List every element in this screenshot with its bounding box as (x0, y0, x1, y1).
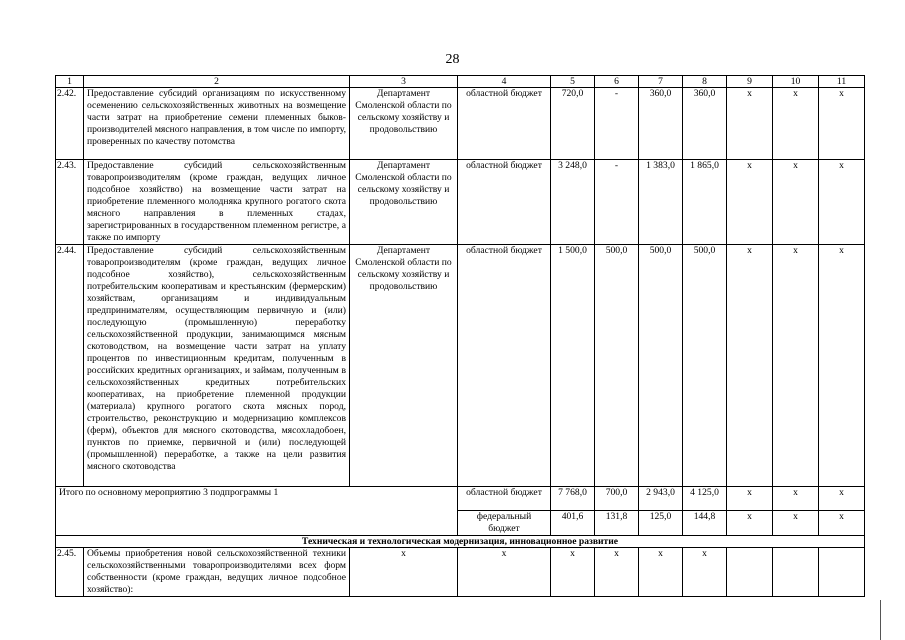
indicator-col-9: x (727, 245, 773, 487)
total-col-6: 700,0 (595, 487, 639, 511)
col-header-3: 3 (350, 76, 458, 88)
col-header-5: 5 (551, 76, 595, 88)
cell-col-5: x (551, 548, 595, 597)
budget-table-container (55, 75, 865, 597)
measure-description: Предоставление субсидий сельскохозяйственным товаропроизводителям (кроме граждан, ведущих личное подсобное хозяйство), сельскохозяйственным потребительским кооперативам и крестьянским (фермерским) хозяйствам, организациям и индивидуальным предпринимателям, осуществляющим первичную и (или) последующую (промышленную) переработку сельскохозяйственной продукции, занимающимся мясным скотоводством, на возмещение части затрат на уплату процентов по инвестиционным кредитам, полученным в российских кредитных организациях, и займам, полученным в сельскохозяйственных кредитных потребительских кооперативах, на приобретение племенной продукции (материала) крупного рогатого скота мясных пород, строительство, реконструкцию и модернизацию комплексов (ферм), объектов для мясного скотоводства, мясохладобоен, пунктов по приемке, первичной и (или) последующей (промышленной) переработке, а также на цели развития мясного скотоводства (84, 245, 350, 487)
amount-col-7: 360,0 (639, 88, 683, 160)
col-header-4: 4 (458, 76, 551, 88)
budget-table (55, 75, 865, 597)
cell-col-4: x (458, 548, 551, 597)
total-col-10: x (773, 487, 819, 511)
responsible-department: Департамент Смоленской области по сельскому хозяйству и продовольствию (350, 88, 458, 160)
measure-description: Объемы приобретения новой сельскохозяйственной техники сельскохозяйственными товаропроизводителями всех форм собственности (кроме граждан, ведущих личное подсобное хозяйство): (84, 548, 350, 597)
col-header-7: 7 (639, 76, 683, 88)
amount-total: 3 248,0 (551, 160, 595, 245)
indicator-col-11: x (819, 245, 865, 487)
scan-edge-line (880, 600, 881, 640)
total-col-8: 4 125,0 (683, 487, 727, 511)
total-col-9: x (727, 511, 773, 536)
total-funding-source: областной бюджет (458, 487, 551, 511)
cell-col-9 (727, 548, 773, 597)
amount-col-6: - (595, 88, 639, 160)
row-number: 2.42. (56, 88, 84, 160)
table-row (56, 548, 865, 597)
indicator-col-10: x (773, 88, 819, 160)
cell-col-3: x (350, 548, 458, 597)
section-title: Техническая и технологическая модернизация, инновационное развитие (56, 536, 865, 548)
total-col-9: x (727, 487, 773, 511)
total-col-7: 2 943,0 (639, 487, 683, 511)
section-header-row (56, 536, 865, 548)
amount-col-8: 1 865,0 (683, 160, 727, 245)
col-header-2: 2 (84, 76, 350, 88)
indicator-col-9: x (727, 160, 773, 245)
table-row (56, 160, 865, 245)
cell-col-6: x (595, 548, 639, 597)
total-col-11: x (819, 487, 865, 511)
total-label: Итого по основному мероприятию 3 подпрограммы 1 (56, 487, 458, 536)
col-header-9: 9 (727, 76, 773, 88)
total-amount: 7 768,0 (551, 487, 595, 511)
amount-col-7: 500,0 (639, 245, 683, 487)
row-number: 2.45. (56, 548, 84, 597)
row-number: 2.43. (56, 160, 84, 245)
col-header-11: 11 (819, 76, 865, 88)
total-funding-source: федеральный бюджет (458, 511, 551, 536)
indicator-col-9: x (727, 88, 773, 160)
cell-col-7: x (639, 548, 683, 597)
amount-col-8: 500,0 (683, 245, 727, 487)
total-col-11: x (819, 511, 865, 536)
indicator-col-11: x (819, 88, 865, 160)
funding-source: областной бюджет (458, 160, 551, 245)
total-col-6: 131,8 (595, 511, 639, 536)
col-header-6: 6 (595, 76, 639, 88)
indicator-col-11: x (819, 160, 865, 245)
total-row-regional (56, 487, 865, 511)
measure-description: Предоставление субсидий организациям по искусственному осеменению сельскохозяйственных животных на возмещение части затрат на приобретение семени племенных быков-производителей мясного направления, в том числе по импорту, проверенных по качеству потомства (84, 88, 350, 160)
total-col-8: 144,8 (683, 511, 727, 536)
column-number-row (56, 76, 865, 88)
page-number: 28 (445, 52, 460, 67)
col-header-1: 1 (56, 76, 84, 88)
table-row (56, 88, 865, 160)
total-col-10: x (773, 511, 819, 536)
responsible-department: Департамент Смоленской области по сельскому хозяйству и продовольствию (350, 245, 458, 487)
row-number: 2.44. (56, 245, 84, 487)
cell-col-11 (819, 548, 865, 597)
indicator-col-10: x (773, 160, 819, 245)
amount-col-6: - (595, 160, 639, 245)
indicator-col-10: x (773, 245, 819, 487)
amount-col-6: 500,0 (595, 245, 639, 487)
cell-col-8: x (683, 548, 727, 597)
amount-col-7: 1 383,0 (639, 160, 683, 245)
total-amount: 401,6 (551, 511, 595, 536)
table-row (56, 245, 865, 487)
col-header-8: 8 (683, 76, 727, 88)
amount-total: 1 500,0 (551, 245, 595, 487)
amount-total: 720,0 (551, 88, 595, 160)
responsible-department: Департамент Смоленской области по сельскому хозяйству и продовольствию (350, 160, 458, 245)
cell-col-10 (773, 548, 819, 597)
funding-source: областной бюджет (458, 245, 551, 487)
amount-col-8: 360,0 (683, 88, 727, 160)
total-col-7: 125,0 (639, 511, 683, 536)
col-header-10: 10 (773, 76, 819, 88)
funding-source: областной бюджет (458, 88, 551, 160)
measure-description: Предоставление субсидий сельскохозяйственным товаропроизводителям (кроме граждан, ведущих личное подсобное хозяйство) на возмещение части затрат на приобретение племенного молодняка крупного рогатого скота мясного направления в племенных стадах, зарегистрированных в государственном племенном регистре, а также по импорту (84, 160, 350, 245)
